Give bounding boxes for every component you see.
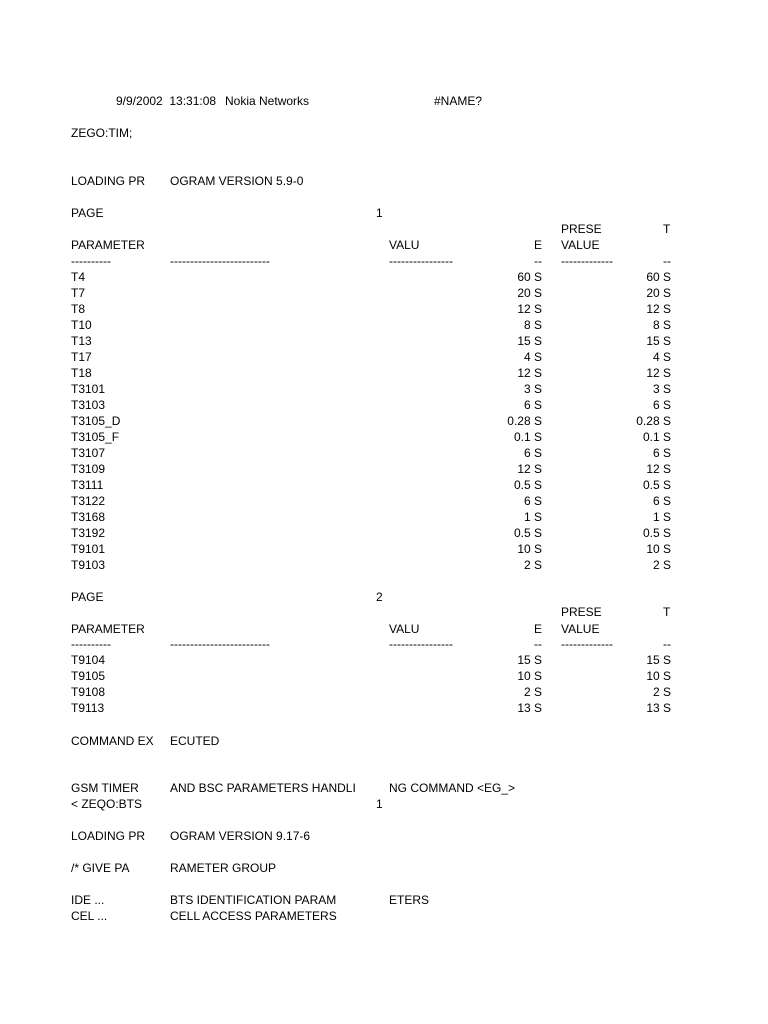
page1-dash-1: ---------- [71,254,111,268]
page1-default-value: 0.1 S [513,430,542,444]
page1-default-value: 0.28 S [507,414,542,428]
gsm-line-1-c: NG COMMAND <EG_> [389,781,516,795]
page1-dash-3: ---------------- [389,254,453,268]
loading-line-2-b: OGRAM VERSION 9.17-6 [170,829,311,843]
page2-default-value: 10 S [517,669,542,683]
page1-present-value: 0.5 S [642,526,671,540]
page1-default-value: 6 S [523,446,542,460]
command-executed-b: ECUTED [170,734,220,748]
page1-param-name: T3105_F [71,430,120,444]
page1-param-name: T18 [71,366,92,380]
page1-label: PAGE [71,206,104,220]
page1-present-value: 4 S [652,350,671,364]
gsm-line-1-b: AND BSC PARAMETERS HANDLI [170,781,356,795]
page1-dash-4: -- [534,254,542,268]
header-company: Nokia Networks [225,94,310,108]
page1-dash-5: ------------- [561,254,613,268]
page1-default-value: 4 S [523,350,542,364]
page1-param-name: T4 [71,270,86,284]
page1-default-value: 15 S [517,334,542,348]
page1-dash-6: -- [663,254,671,268]
page1-header-prese: PRESE [561,222,602,236]
page2-present-value: 15 S [646,653,671,667]
page2-present-value: 2 S [652,685,671,699]
page1-present-value: 1 S [652,510,671,524]
page2-dash-6: -- [663,637,671,651]
page1-present-value: 20 S [646,286,671,300]
give-parameter-a: /* GIVE PA [71,861,130,875]
page2-param-name: T9104 [71,653,106,667]
page2-dash-4: -- [534,637,542,651]
page2-number: 2 [376,590,383,604]
page2-label: PAGE [71,590,104,604]
page1-present-value: 6 S [652,494,671,508]
give-parameter-b: RAMETER GROUP [170,861,277,875]
page2-header-parameter: PARAMETER [71,622,145,636]
page1-present-value: 6 S [652,398,671,412]
page1-default-value: 10 S [517,542,542,556]
loading-line-1-a: LOADING PR [71,174,146,188]
page2-header-t: T [663,605,671,619]
command-executed-a: COMMAND EX [71,734,154,748]
page1-present-value: 15 S [646,334,671,348]
page1-header-parameter: PARAMETER [71,238,145,252]
page1-param-name: T3168 [71,510,106,524]
page1-default-value: 20 S [517,286,542,300]
header-name-error: #NAME? [434,94,483,108]
page1-header-valu: VALU [389,238,420,252]
page1-default-value: 2 S [523,558,542,572]
page1-present-value: 8 S [652,318,671,332]
page1-param-name: T7 [71,286,86,300]
page1-present-value: 0.28 S [636,414,671,428]
page2-present-value: 13 S [646,701,671,715]
cel-line-a: CEL ... [71,909,108,923]
loading-line-2-a: LOADING PR [71,829,146,843]
page1-header-value: VALUE [561,238,600,252]
page1-present-value: 60 S [646,270,671,284]
command-line: ZEGO:TIM; [71,126,133,140]
page1-present-value: 0.1 S [642,430,671,444]
page1-param-name: T3192 [71,526,106,540]
page1-param-name: T3111 [71,478,104,492]
ide-line-a: IDE ... [71,893,105,907]
page1-present-value: 12 S [646,302,671,316]
page1-param-name: T3107 [71,446,106,460]
page2-header-valu: VALU [389,622,420,636]
page1-param-name: T3105_D [71,414,121,428]
page1-header-e: E [534,238,543,252]
page2-present-value: 10 S [646,669,671,683]
page1-param-name: T9101 [71,542,106,556]
ide-line-c: ETERS [389,893,430,907]
page2-header-prese: PRESE [561,605,602,619]
page2-param-name: T9113 [71,701,105,715]
page1-dash-2: ------------------------- [170,254,270,268]
page2-header-e: E [534,622,543,636]
page2-dash-5: ------------- [561,637,613,651]
page1-param-name: T3101 [71,382,106,396]
page1-default-value: 0.5 S [513,478,542,492]
page1-present-value: 12 S [646,462,671,476]
page1-param-name: T3109 [71,462,106,476]
ide-line-b: BTS IDENTIFICATION PARAM [170,893,337,907]
page1-param-name: T3122 [71,494,106,508]
page2-dash-2: ------------------------- [170,637,270,651]
page1-default-value: 12 S [517,462,542,476]
page1-param-name: T8 [71,302,86,316]
page1-default-value: 60 S [517,270,542,284]
page1-param-name: T3103 [71,398,106,412]
page1-number: 1 [376,206,383,220]
page1-default-value: 6 S [523,398,542,412]
page1-header-t: T [663,222,671,236]
page1-default-value: 12 S [517,366,542,380]
page2-dash-1: ---------- [71,637,111,651]
page1-present-value: 6 S [652,446,671,460]
loading-line-1-b: OGRAM VERSION 5.9-0 [170,174,304,188]
page2-dash-3: ---------------- [389,637,453,651]
page2-default-value: 15 S [517,653,542,667]
page1-default-value: 12 S [517,302,542,316]
page1-default-value: 6 S [523,494,542,508]
page2-header-value: VALUE [561,622,600,636]
page1-default-value: 0.5 S [513,526,542,540]
header-datetime: 9/9/2002 13:31:08 [116,94,217,108]
page1-present-value: 2 S [652,558,671,572]
page2-default-value: 2 S [523,685,542,699]
page1-present-value: 3 S [652,382,671,396]
page1-param-name: T9103 [71,558,106,572]
page1-default-value: 3 S [523,382,542,396]
gsm-line-2-a: < ZEQO:BTS [71,797,143,811]
page1-present-value: 0.5 S [642,478,671,492]
page2-default-value: 13 S [517,701,542,715]
page1-param-name: T17 [71,350,92,364]
gsm-line-1-a: GSM TIMER [71,781,139,795]
page1-param-name: T10 [71,318,92,332]
page1-present-value: 12 S [646,366,671,380]
page2-param-name: T9108 [71,685,106,699]
page2-param-name: T9105 [71,669,106,683]
page1-present-value: 10 S [646,542,671,556]
gsm-line-2-b: 1 [376,797,383,811]
page1-param-name: T13 [71,334,92,348]
page1-default-value: 8 S [523,318,542,332]
cel-line-b: CELL ACCESS PARAMETERS [170,909,337,923]
page1-default-value: 1 S [523,510,542,524]
